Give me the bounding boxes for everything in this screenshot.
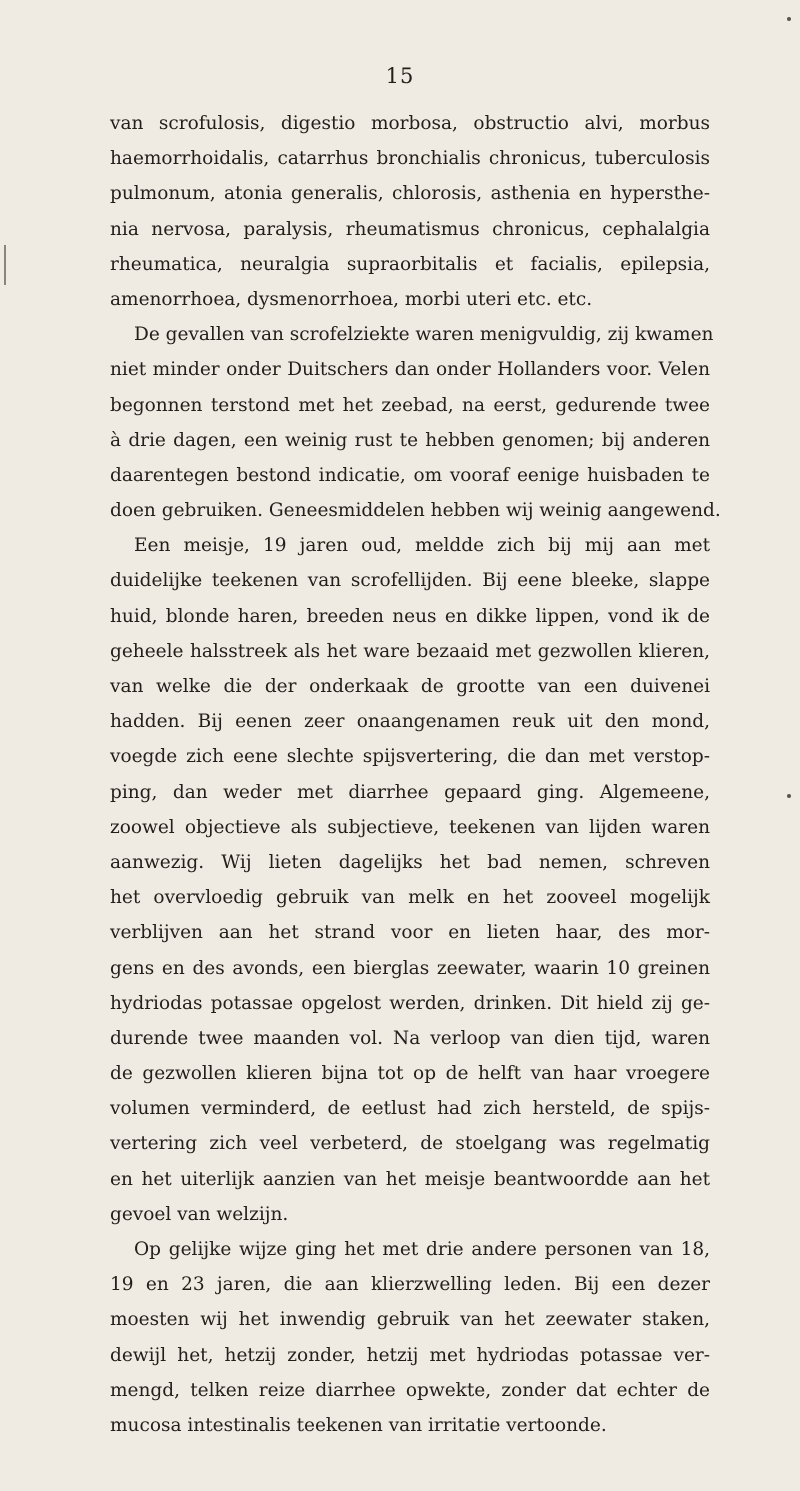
text-line: en het uiterlijk aanzien van het meisje beantwoordde aan het: [110, 1168, 710, 1190]
text-line: voegde zich eene slechte spijsvertering, die dan met verstop-: [110, 746, 710, 768]
text-line: moesten wij het inwendig gebruik van het zeewater staken,: [110, 1309, 710, 1331]
text-line: De gevallen van scrofelziekte waren menigvuldig, zij kwamen: [134, 324, 714, 346]
text-line: Een meisje, 19 jaren oud, meldde zich bij mij aan met: [134, 535, 710, 557]
text-line: duidelijke teekenen van scrofellijden. Bij eene bleeke, slappe: [110, 570, 710, 592]
text-line: dewijl het, hetzij zonder, hetzij met hydriodas potassae ver-: [110, 1344, 710, 1366]
text-line: hydriodas potassae opgelost werden, drinken. Dit hield zij ge-: [110, 992, 710, 1014]
text-line: gevoel van welzijn.: [110, 1203, 289, 1225]
body-text: [110, 106, 721, 1443]
text-line: 19 en 23 jaren, die aan klierzwelling leden. Bij een dezer: [110, 1274, 710, 1296]
text-line: geheele halsstreek als het ware bezaaid met gezwollen klieren,: [110, 640, 710, 662]
page-number: 15: [385, 64, 415, 88]
text-line: aanwezig. Wij lieten dagelijks het bad nemen, schreven: [110, 851, 710, 873]
text-line: van welke die der onderkaak de grootte van een duivenei: [110, 676, 710, 697]
text-line: begonnen terstond met het zeebad, na eerst, gedurende twee: [110, 394, 710, 416]
text-line: gens en des avonds, een bierglas zeewater, waarin 10 greinen: [110, 957, 710, 979]
text-line: haemorrhoidalis, catarrhus bronchialis chronicus, tuberculosis: [110, 148, 710, 170]
text-line: het overvloedig gebruik van melk en het zooveel mogelijk: [110, 887, 710, 909]
left-margin-mark: [4, 245, 6, 285]
text-line: durende twee maanden vol. Na verloop van dien tijd, waren: [110, 1027, 710, 1049]
text-line: huid, blonde haren, breeden neus en dikke lippen, vond ik de: [110, 605, 710, 627]
text-line: de gezwollen klieren bijna tot op de helft van haar vroegere: [110, 1063, 710, 1085]
text-line: nia nervosa, paralysis, rheumatismus chronicus, cephalalgia: [110, 218, 710, 240]
text-line: amenorrhoea, dysmenorrhoea, morbi uteri etc. etc.: [110, 288, 593, 310]
text-line: vertering zich veel verbeterd, de stoelgang was regelmatig: [110, 1133, 710, 1155]
text-line: van scrofulosis, digestio morbosa, obstructio alvi, morbus: [110, 113, 710, 134]
text-line: pulmonum, atonia generalis, chlorosis, asthenia en hypersthe-: [110, 183, 710, 205]
text-line: mengd, telken reize diarrhee opwekte, zonder dat echter de: [110, 1379, 710, 1401]
text-line: rheumatica, neuralgia supraorbitalis et facialis, epilepsia,: [110, 253, 710, 275]
text-line: doen gebruiken. Geneesmiddelen hebben wij weinig aangewend.: [110, 500, 721, 522]
text-line: hadden. Bij eenen zeer onaangenamen reuk uit den mond,: [110, 711, 710, 733]
text-line: zoowel objectieve als subjectieve, teekenen van lijden waren: [110, 816, 710, 838]
right-edge-mark: [787, 17, 791, 21]
text-line: Op gelijke wijze ging het met drie andere personen van 18,: [134, 1239, 710, 1260]
text-line: niet minder onder Duitschers dan onder Hollanders voor. Velen: [110, 359, 710, 381]
text-line: mucosa intestinalis teekenen van irritatie vertoonde.: [110, 1414, 607, 1436]
text-line: volumen verminderd, de eetlust had zich hersteld, de spijs-: [110, 1098, 710, 1120]
text-line: verblijven aan het strand voor en lieten haar, des mor-: [110, 922, 710, 944]
text-line: daarentegen bestond indicatie, om vooraf eenige huisbaden te: [110, 464, 710, 486]
right-edge-mark: [787, 794, 791, 798]
text-line: à drie dagen, een weinig rust te hebben genomen; bij anderen: [110, 429, 710, 451]
text-line: ping, dan weder met diarrhee gepaard ging. Algemeene,: [110, 781, 710, 803]
